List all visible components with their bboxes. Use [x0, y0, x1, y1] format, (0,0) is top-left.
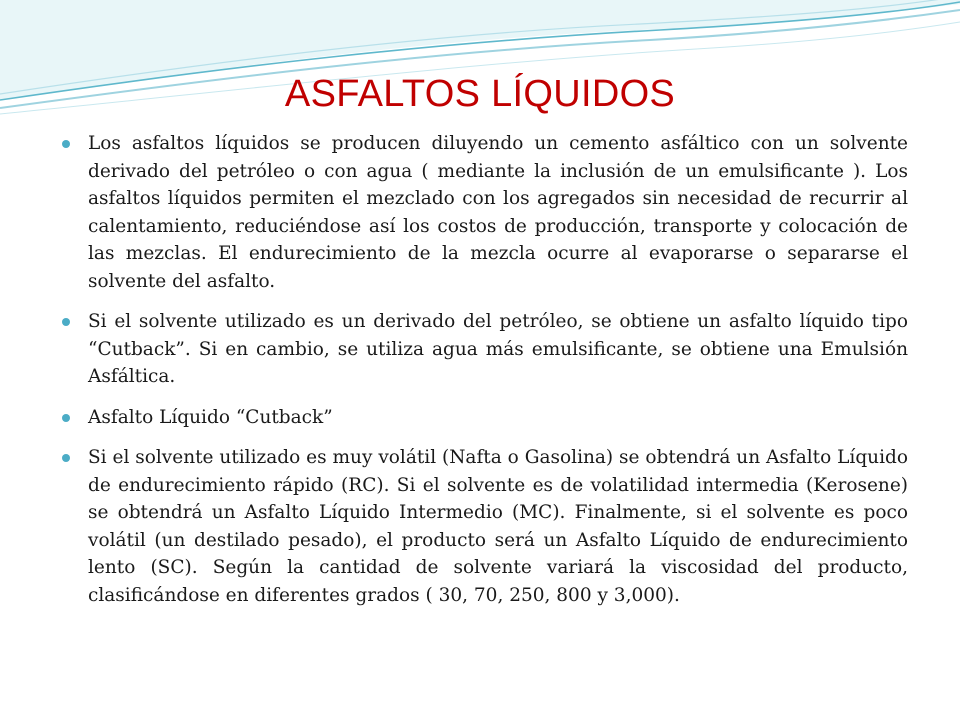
- bullet-item: [60, 444, 908, 609]
- bullet-item: [60, 130, 908, 295]
- bullet-item: [60, 308, 908, 391]
- bullet-dot-icon: [62, 318, 70, 326]
- bullet-text: Los asfaltos líquidos se producen diluyendo un cemento asfáltico con un solvente derivado del petróleo o con agua ( mediante la inclusión de un emulsificante ). Los asfaltos líquidos permiten el mezclado con los agregados sin necesidad de recurrir al calentamiento, reduciéndose así los costos de producción, transporte y colocación de las mezclas. El endurecimiento de la mezcla ocurre al evaporarse o separarse el solvente del asfalto.: [88, 133, 908, 292]
- bullet-dot-icon: [62, 140, 70, 148]
- bullet-text: Si el solvente utilizado es un derivado del petróleo, se obtiene un asfalto líquido tipo “Cutback”. Si en cambio, se utiliza agua más emulsificante, se obtiene una Emulsión Asfáltica.: [88, 311, 908, 387]
- bullet-text: Asfalto Líquido “Cutback”: [88, 406, 333, 428]
- bullet-text: Si el solvente utilizado es muy volátil (Nafta o Gasolina) se obtendrá un Asfalto Líquido de endurecimiento rápido (RC). Si el solvente es de volatilidad intermedia (Kerosene) se obtendrá un Asfalto Líquido Intermedio (MC). Finalmente, si el solvente es poco volátil (un destilado pesado), el producto será un Asfalto Líquido de endurecimiento lento (SC). Según la cantidad de solvente variará la viscosidad del producto, clasificándose en diferentes grados ( 30, 70, 250, 800 y 3,000).: [88, 447, 908, 606]
- slide-title: ASFALTOS LÍQUIDOS: [284, 73, 676, 115]
- bullet-dot-icon: [62, 414, 70, 422]
- bullet-list: [60, 130, 908, 622]
- bullet-item: [60, 404, 908, 432]
- bullet-dot-icon: [62, 454, 70, 462]
